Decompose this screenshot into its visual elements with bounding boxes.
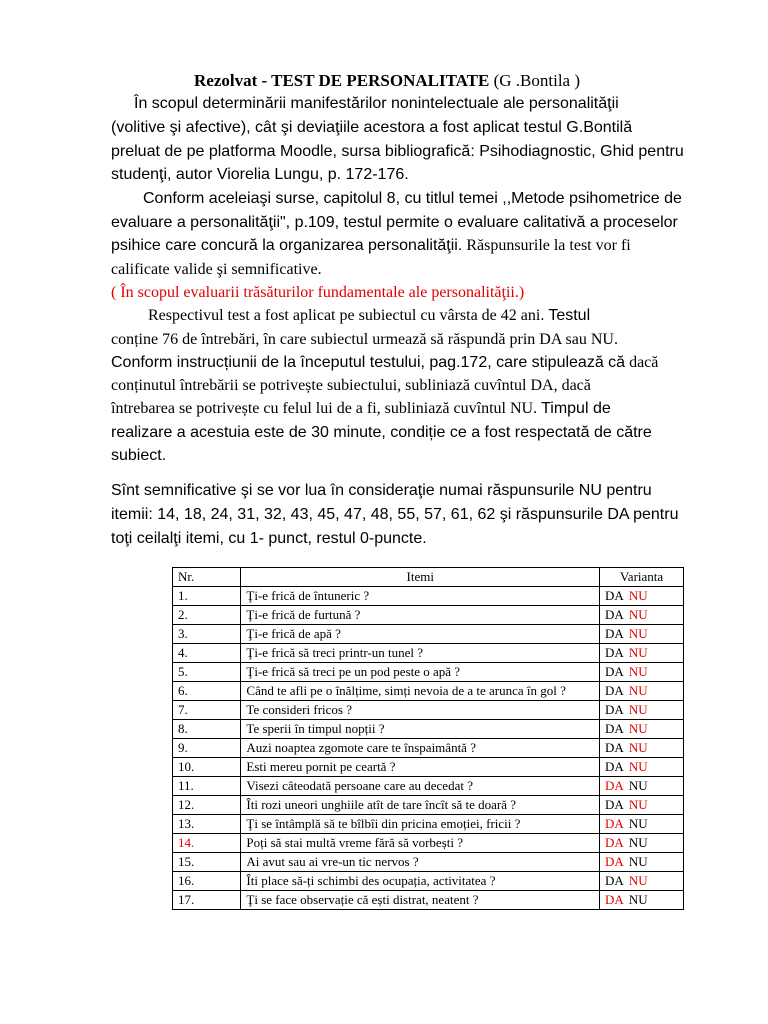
row-answer — [600, 815, 684, 834]
answer-da: DA — [605, 778, 624, 793]
answer-nu: NU — [628, 588, 648, 603]
answer-nu: NU — [628, 664, 648, 679]
row-answer — [600, 834, 684, 853]
row-question: Te consideri fricos ? — [241, 701, 600, 720]
row-question: Îti rozi uneori unghiile atît de tare încît să te doară ? — [241, 796, 600, 815]
answer-da: DA — [605, 645, 624, 660]
document-title — [194, 71, 580, 91]
table-row — [173, 872, 684, 891]
row-answer — [600, 663, 684, 682]
row-number: 4. — [173, 644, 241, 663]
table-row — [173, 796, 684, 815]
items-table — [172, 567, 684, 910]
row-number: 5. — [173, 663, 241, 682]
table-row — [173, 682, 684, 701]
answer-da: DA — [605, 607, 624, 622]
row-question: Visezi câteodată persoane care au decedat ? — [241, 777, 600, 796]
answer-da: DA — [605, 626, 624, 641]
paragraph-2-line-3-serif: Răspunsurile la test vor fi — [466, 237, 631, 254]
answer-nu: NU — [628, 835, 648, 850]
table-row — [173, 606, 684, 625]
row-number: 7. — [173, 701, 241, 720]
row-question: Esti mereu pornit pe ceartă ? — [241, 758, 600, 777]
paragraph-1-line-2: (volitive şi afective), cât şi deviaţiile acestora a fost aplicat testul G.Bontilă — [111, 119, 633, 136]
answer-da: DA — [605, 721, 624, 736]
answer-da: DA — [605, 816, 624, 831]
answer-nu: NU — [628, 702, 648, 717]
row-answer — [600, 682, 684, 701]
header-nr: Nr. — [173, 568, 241, 587]
answer-nu: NU — [628, 607, 648, 622]
paragraph-3-line-1-serif: Respectivul test a fost aplicat pe subiectul cu vârsta de 42 ani. — [148, 307, 545, 324]
row-question: Ai avut sau ai vre-un tic nervos ? — [241, 853, 600, 872]
header-itemi: Itemi — [241, 568, 600, 587]
paragraph-3-line-3-serif: dacă — [629, 354, 659, 371]
row-number: 15. — [173, 853, 241, 872]
table-row — [173, 663, 684, 682]
answer-da: DA — [605, 702, 624, 717]
header-varianta: Varianta — [600, 568, 684, 587]
answer-nu: NU — [628, 892, 648, 907]
table-row — [173, 758, 684, 777]
answer-da: DA — [605, 835, 624, 850]
answer-da: DA — [605, 683, 624, 698]
row-question: Poți să stai multă vreme fără să vorbești ? — [241, 834, 600, 853]
row-answer — [600, 739, 684, 758]
paragraph-2-line-3 — [111, 236, 631, 256]
paragraph-2-line-4: calificate valide şi semnificative. — [111, 261, 322, 278]
answer-nu: NU — [628, 778, 648, 793]
table-body — [173, 587, 684, 910]
answer-nu: NU — [628, 721, 648, 736]
paragraph-1-line-3: preluat de pe platforma Moodle, sursa bibliografică: Psihodiagnostic, Ghid pentru — [111, 143, 684, 160]
row-question: Te sperii în timpul nopții ? — [241, 720, 600, 739]
row-question: Auzi noaptea zgomote care te înspaimântă ? — [241, 739, 600, 758]
paragraph-3-line-5-serif: întrebarea se potrivește cu felul lui de a fi, subliniază cuvîntul NU. — [111, 400, 538, 417]
row-answer — [600, 891, 684, 910]
table-row — [173, 815, 684, 834]
row-number: 1. — [173, 587, 241, 606]
row-answer — [600, 758, 684, 777]
answer-da: DA — [605, 664, 624, 679]
answer-da: DA — [605, 854, 624, 869]
row-question: Ţi-e frică de apă ? — [241, 625, 600, 644]
paragraph-3-line-3-sans: Conform instrucțiunii de la începutul testului, pag.172, care stipulează că — [111, 354, 626, 371]
red-note: ( În scopul evaluarii trăsăturilor fundamentale ale personalităţii.) — [111, 284, 525, 301]
paragraph-4-line-3: toţi ceilalţi itemi, cu 1- punct, restul 0-puncte. — [111, 530, 427, 547]
row-answer — [600, 587, 684, 606]
row-answer — [600, 720, 684, 739]
answer-nu: NU — [628, 683, 648, 698]
answer-nu: NU — [628, 626, 648, 641]
row-number: 17. — [173, 891, 241, 910]
paragraph-3-line-3 — [111, 353, 658, 373]
paragraph-2-line-3-sans: psihice care concură la organizarea personalităţii. — [111, 237, 463, 254]
row-question: Îti place să-ți schimbi des ocupația, activitatea ? — [241, 872, 600, 891]
paragraph-2-line-2: evaluare a personalităţii", p.109, testul permite o evaluare calitativă a proceselor — [111, 214, 678, 231]
answer-nu: NU — [628, 854, 648, 869]
paragraph-4-line-2: itemii: 14, 18, 24, 31, 32, 43, 45, 47, 48, 55, 57, 61, 62 şi răspunsurile DA pentru — [111, 506, 679, 523]
row-number: 16. — [173, 872, 241, 891]
row-number: 10. — [173, 758, 241, 777]
row-number: 8. — [173, 720, 241, 739]
paragraph-3-line-1-sans: Testul — [548, 307, 591, 324]
row-question: Când te afli pe o înălțime, simți nevoia de a te arunca în gol ? — [241, 682, 600, 701]
row-answer — [600, 644, 684, 663]
paragraph-3-line-2: conține 76 de întrebări, în care subiectul urmează să răspundă prin DA sau NU. — [111, 331, 618, 348]
table-row — [173, 739, 684, 758]
answer-nu: NU — [628, 645, 648, 660]
table-row — [173, 720, 684, 739]
answer-da: DA — [605, 588, 624, 603]
paragraph-2-line-1: Conform aceleiaşi surse, capitolul 8, cu titlul temei ,,Metode psihometrice de — [143, 190, 682, 207]
answer-da: DA — [605, 797, 624, 812]
paragraph-3-line-6: realizare a acestuia este de 30 minute, condiție ce a fost respectată de către — [111, 424, 652, 441]
row-number: 3. — [173, 625, 241, 644]
row-number: 6. — [173, 682, 241, 701]
table-row — [173, 587, 684, 606]
paragraph-3-line-7: subiect. — [111, 447, 167, 464]
row-number: 13. — [173, 815, 241, 834]
row-answer — [600, 606, 684, 625]
row-answer — [600, 625, 684, 644]
table-row — [173, 853, 684, 872]
table-row — [173, 644, 684, 663]
row-question: Ţi-e frică de întuneric ? — [241, 587, 600, 606]
answer-nu: NU — [628, 816, 648, 831]
row-answer — [600, 796, 684, 815]
row-question: Ţi se întâmplă să te bîlbîi din pricina emoției, fricii ? — [241, 815, 600, 834]
row-question: Ţi-e frică de furtună ? — [241, 606, 600, 625]
table-row — [173, 777, 684, 796]
title-bold: Rezolvat - TEST DE PERSONALITATE — [194, 71, 490, 90]
answer-nu: NU — [628, 759, 648, 774]
paragraph-3-line-4: conținutul întrebării se potrivește subiectului, subliniază cuvîntul DA, dacă — [111, 377, 591, 394]
row-answer — [600, 777, 684, 796]
table-row — [173, 625, 684, 644]
row-answer — [600, 701, 684, 720]
answer-da: DA — [605, 740, 624, 755]
row-number: 2. — [173, 606, 241, 625]
table-row — [173, 834, 684, 853]
row-number: 14. — [173, 834, 241, 853]
answer-nu: NU — [628, 873, 648, 888]
row-answer — [600, 853, 684, 872]
title-author: (G .Bontila ) — [493, 71, 580, 90]
table-row — [173, 891, 684, 910]
row-question: Ţi se face observație că ești distrat, neatent ? — [241, 891, 600, 910]
answer-nu: NU — [628, 740, 648, 755]
table-header-row — [173, 568, 684, 587]
paragraph-3-line-1 — [148, 306, 590, 326]
paragraph-1-line-1: În scopul determinării manifestărilor nonintelectuale ale personalităţii — [134, 95, 619, 112]
paragraph-3-line-5 — [111, 399, 611, 419]
row-number: 12. — [173, 796, 241, 815]
paragraph-3-line-5-sans: Timpul de — [541, 400, 611, 417]
paragraph-1-line-4: studenţi, autor Viorelia Lungu, p. 172-176. — [111, 166, 409, 183]
row-number: 11. — [173, 777, 241, 796]
row-answer — [600, 872, 684, 891]
answer-nu: NU — [628, 797, 648, 812]
answer-da: DA — [605, 873, 624, 888]
row-question: Ţi-e frică să treci pe un pod peste o apă ? — [241, 663, 600, 682]
table-row — [173, 701, 684, 720]
row-number: 9. — [173, 739, 241, 758]
row-question: Ţi-e frică să treci printr-un tunel ? — [241, 644, 600, 663]
paragraph-4-line-1: Sînt semnificative şi se vor lua în consideraţie numai răspunsurile NU pentru — [111, 482, 652, 499]
answer-da: DA — [605, 759, 624, 774]
answer-da: DA — [605, 892, 624, 907]
